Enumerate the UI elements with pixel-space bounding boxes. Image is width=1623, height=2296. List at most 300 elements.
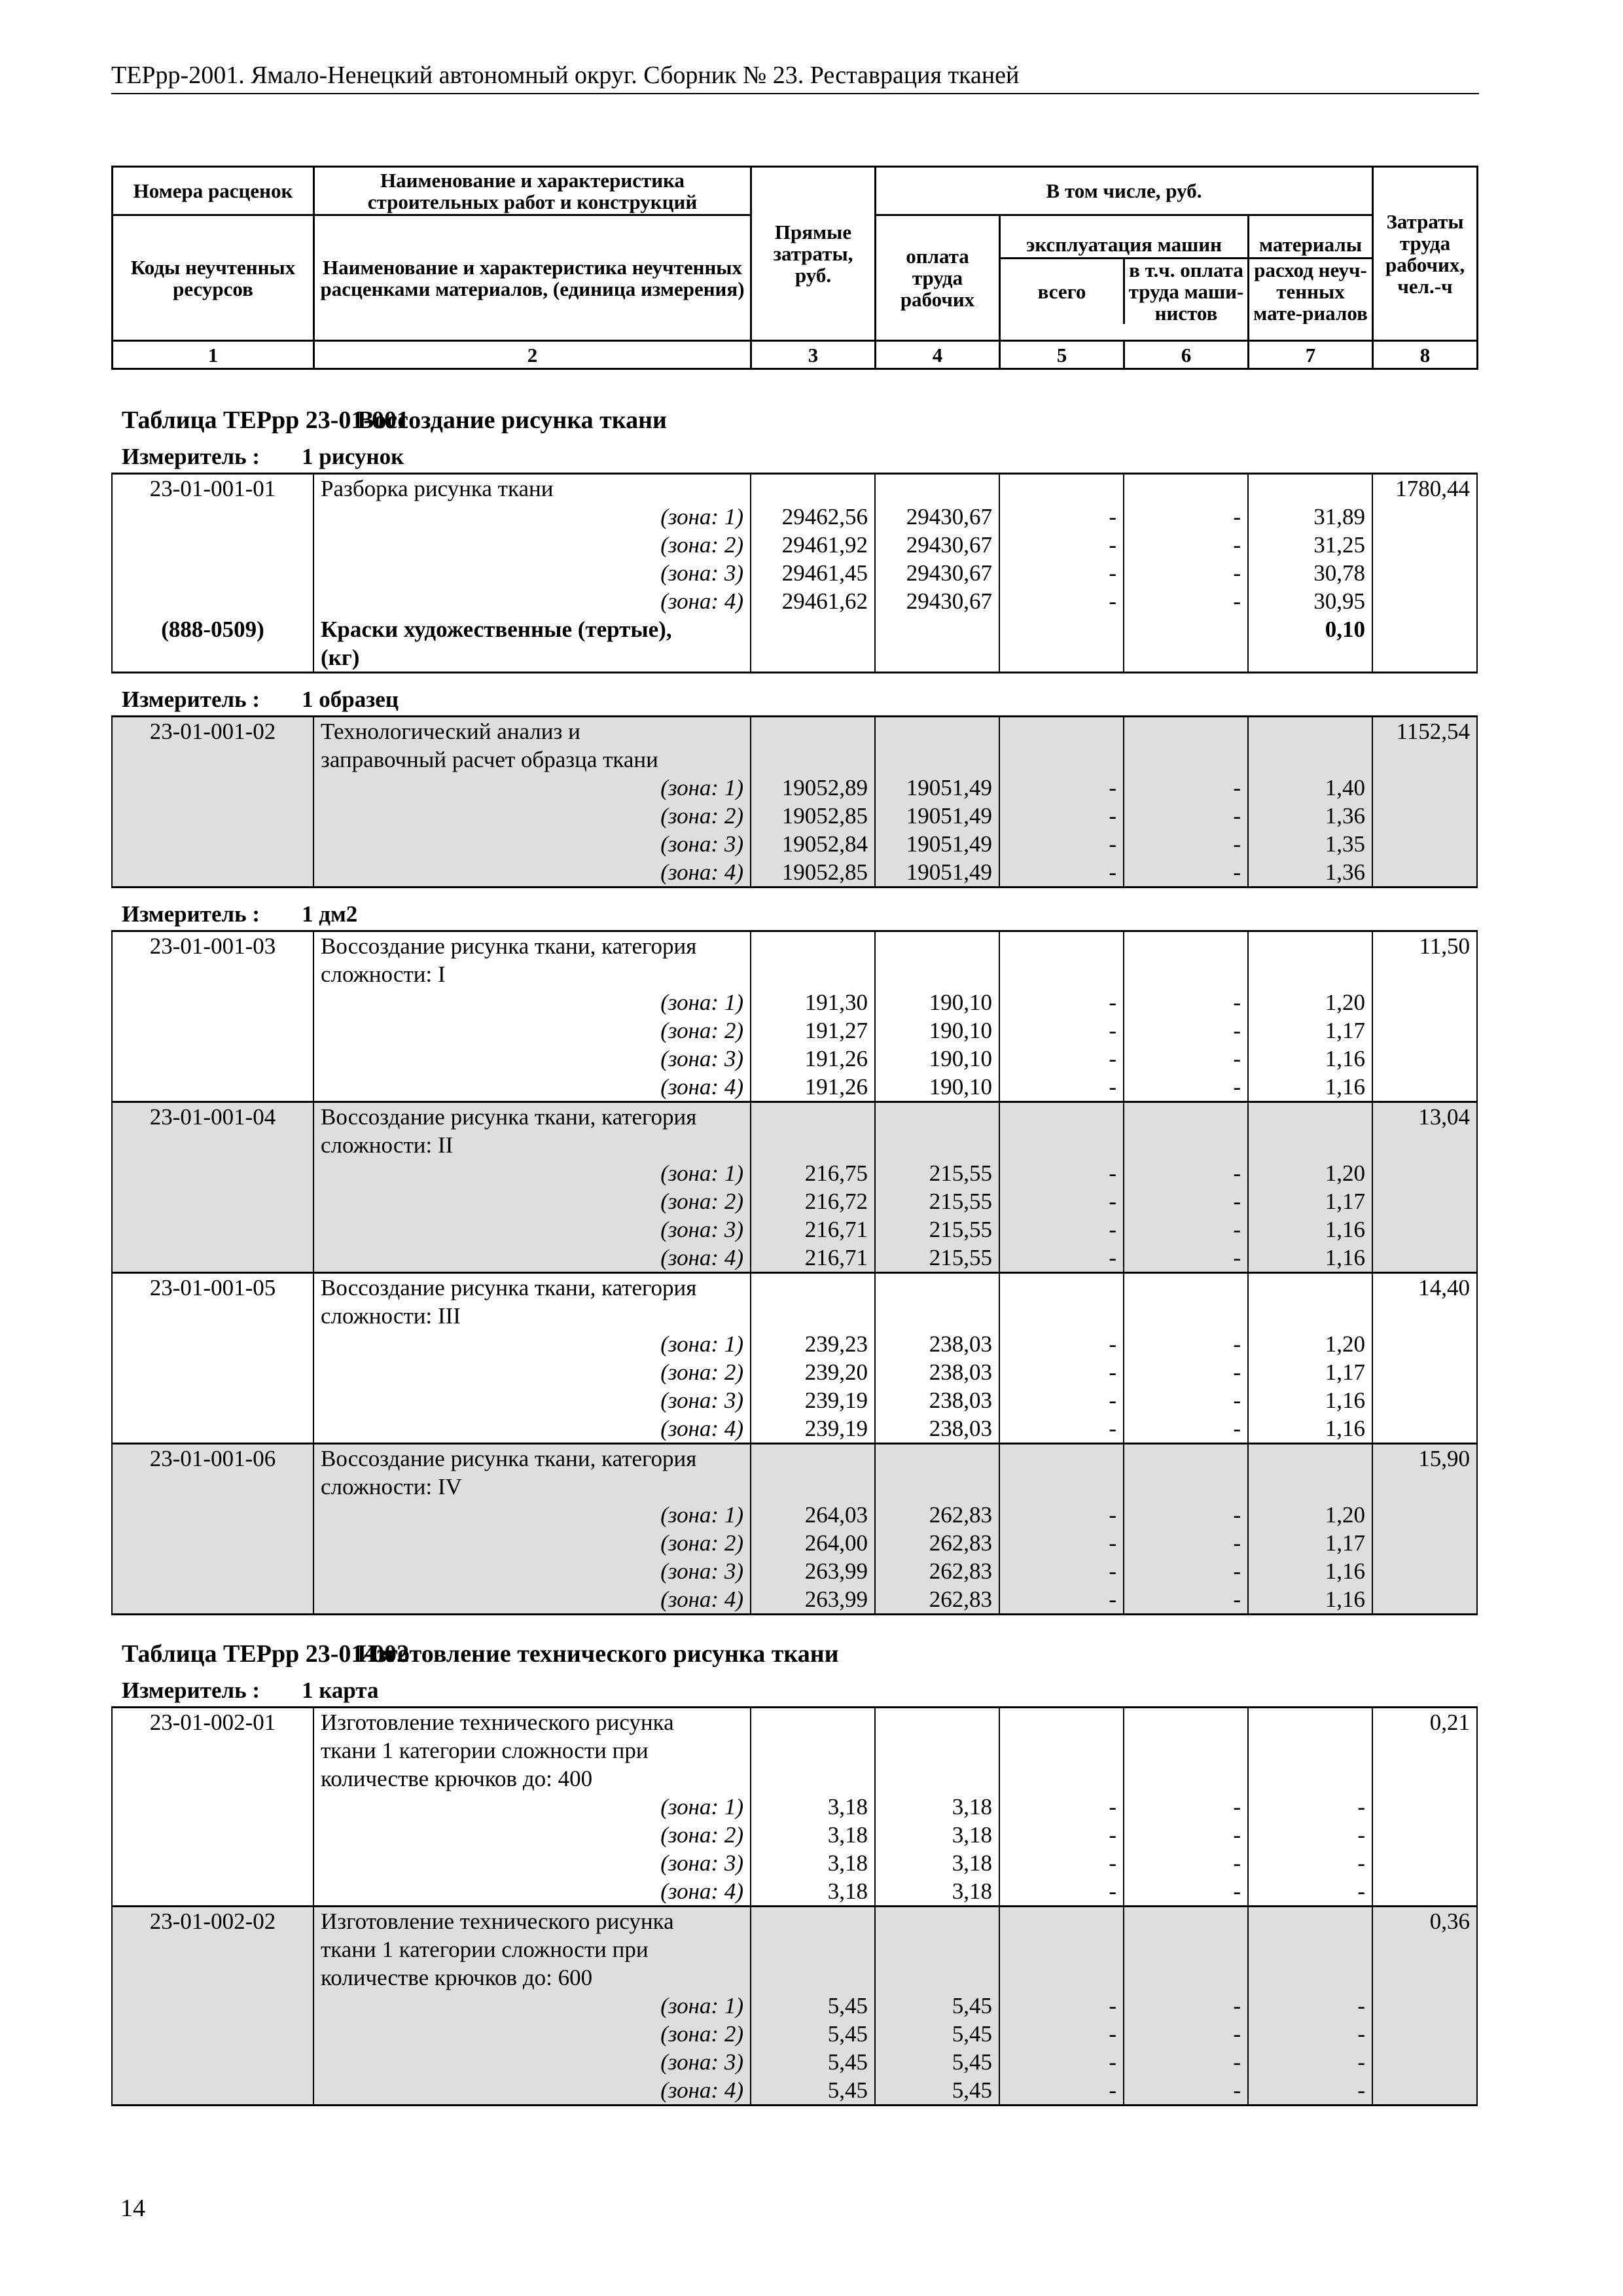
table-row — [112, 745, 1477, 774]
rate-code: 23-01-002-01 — [112, 1708, 313, 1737]
direct-cost: 263,99 — [751, 1585, 875, 1615]
blank-cell — [1372, 1073, 1477, 1102]
table-row — [112, 503, 1477, 531]
meter-line — [122, 687, 399, 713]
blank-cell — [112, 1964, 313, 1992]
blank-cell — [875, 474, 999, 503]
worker-wages: 19051,49 — [875, 774, 999, 802]
labor-hours: 1780,44 — [1372, 474, 1477, 503]
blank-cell — [1372, 1187, 1477, 1215]
table-row — [112, 774, 1477, 802]
col-number: 1 — [113, 341, 314, 369]
materials-cost: 30,78 — [1248, 559, 1372, 587]
work-name-line: Изготовление технического рисунка — [313, 1708, 751, 1737]
blank-cell — [1124, 1964, 1248, 1992]
operator-wages: - — [1124, 802, 1248, 830]
blank-cell — [751, 643, 875, 673]
blank-cell — [1372, 774, 1477, 802]
blank-cell — [1372, 1358, 1477, 1386]
col-number: 8 — [1373, 341, 1478, 369]
operator-wages: - — [1124, 2048, 1248, 2076]
blank-cell — [1248, 931, 1372, 961]
blank-cell — [1372, 1045, 1477, 1073]
machines-total: - — [999, 2048, 1124, 2076]
header-work-name: Наименование и характеристика строительных работ и конструкций — [314, 167, 751, 215]
table-row — [112, 1473, 1477, 1501]
rate-code: 23-01-001-04 — [112, 1102, 313, 1132]
header-machines-total: всего — [1001, 258, 1124, 324]
zone-label: (зона: 1) — [313, 1159, 751, 1187]
materials-cost: 1,16 — [1248, 1215, 1372, 1244]
zone-label: (зона: 4) — [313, 1073, 751, 1102]
direct-cost: 19052,85 — [751, 802, 875, 830]
zone-label: (зона: 4) — [313, 1244, 751, 1273]
blank-cell — [112, 1473, 313, 1501]
blank-cell — [1124, 1736, 1248, 1765]
blank-cell — [1372, 1935, 1477, 1964]
blank-cell — [751, 931, 875, 961]
materials-cost: - — [1248, 2048, 1372, 2076]
direct-cost: 216,72 — [751, 1187, 875, 1215]
rate-block — [111, 1706, 1478, 2106]
header-machines-group — [1001, 232, 1247, 324]
table-row — [112, 615, 1477, 643]
operator-wages: - — [1124, 774, 1248, 802]
blank-cell — [999, 1765, 1124, 1793]
work-name-line: Технологический анализ и — [313, 717, 751, 746]
operator-wages: - — [1124, 1877, 1248, 1907]
blank-cell — [1124, 931, 1248, 961]
zone-label: (зона: 2) — [313, 2020, 751, 2048]
blank-cell — [751, 745, 875, 774]
blank-cell — [1124, 745, 1248, 774]
table-row — [112, 1159, 1477, 1187]
blank-cell — [112, 1849, 313, 1877]
labor-hours: 11,50 — [1372, 931, 1477, 961]
table-row — [112, 1877, 1477, 1907]
materials-cost: 1,16 — [1248, 1244, 1372, 1273]
section-code: Таблица ТЕРрр 23-01-001 — [122, 406, 410, 434]
operator-wages: - — [1124, 1244, 1248, 1273]
worker-wages: 262,83 — [875, 1557, 999, 1585]
blank-cell — [112, 2020, 313, 2048]
table-row — [112, 2076, 1477, 2106]
direct-cost: 239,19 — [751, 1414, 875, 1444]
labor-hours: 13,04 — [1372, 1102, 1477, 1132]
zone-label: (зона: 2) — [313, 1529, 751, 1557]
materials-cost: 1,16 — [1248, 1414, 1372, 1444]
blank-cell — [751, 1444, 875, 1473]
blank-cell — [1248, 1935, 1372, 1964]
table-row — [112, 1016, 1477, 1045]
operator-wages: - — [1124, 2020, 1248, 2048]
meter-value: 1 образец — [302, 687, 399, 712]
labor-hours: 0,21 — [1372, 1708, 1477, 1737]
blank-cell — [751, 1302, 875, 1330]
blank-cell — [112, 745, 313, 774]
work-name-line: сложности: I — [313, 960, 751, 988]
blank-cell — [112, 2076, 313, 2106]
header-operator-wages: в т.ч. оплата труда маши-нистов — [1128, 258, 1244, 324]
blank-cell — [1124, 643, 1248, 673]
materials-cost: 31,89 — [1248, 503, 1372, 531]
col-number: 5 — [1000, 341, 1124, 369]
direct-cost: 19052,89 — [751, 774, 875, 802]
blank-cell — [1248, 960, 1372, 988]
materials-cost: 1,16 — [1248, 1585, 1372, 1615]
blank-cell — [112, 1386, 313, 1414]
operator-wages: - — [1124, 1016, 1248, 1045]
meter-value: 1 карта — [302, 1677, 379, 1703]
blank-cell — [1372, 2076, 1477, 2106]
blank-cell — [1372, 1849, 1477, 1877]
blank-cell — [875, 1473, 999, 1501]
section-name: Воссоздание рисунка ткани — [357, 406, 667, 434]
operator-wages: - — [1124, 1585, 1248, 1615]
table-row — [112, 1907, 1477, 1936]
blank-cell — [1124, 717, 1248, 746]
operator-wages: - — [1124, 587, 1248, 615]
operator-wages: - — [1124, 1557, 1248, 1585]
blank-cell — [112, 1016, 313, 1045]
table-row — [112, 1992, 1477, 2020]
blank-cell — [112, 1821, 313, 1849]
blank-cell — [1372, 2048, 1477, 2076]
machines-total: - — [999, 802, 1124, 830]
blank-cell — [112, 830, 313, 858]
work-name-line: Воссоздание рисунка ткани, категория — [313, 1273, 751, 1302]
blank-cell — [112, 531, 313, 559]
operator-wages: - — [1124, 1187, 1248, 1215]
blank-cell — [751, 1765, 875, 1793]
blank-cell — [999, 1102, 1124, 1132]
blank-cell — [999, 1708, 1124, 1737]
work-name-line: количестве крючков до: 600 — [313, 1964, 751, 1992]
zone-label: (зона: 4) — [313, 1585, 751, 1615]
blank-cell — [112, 2048, 313, 2076]
blank-cell — [1372, 1386, 1477, 1414]
worker-wages: 215,55 — [875, 1187, 999, 1215]
machines-total: - — [999, 2076, 1124, 2106]
table-row — [112, 960, 1477, 988]
blank-cell — [1372, 802, 1477, 830]
table-row — [112, 1187, 1477, 1215]
materials-cost: - — [1248, 1793, 1372, 1821]
machines-total: - — [999, 1529, 1124, 1557]
meter-label: Измеритель : — [122, 1677, 260, 1703]
blank-cell — [999, 931, 1124, 961]
zone-label: (зона: 3) — [313, 1849, 751, 1877]
blank-cell — [1248, 1302, 1372, 1330]
blank-cell — [751, 717, 875, 746]
blank-cell — [1248, 1473, 1372, 1501]
direct-cost: 29461,92 — [751, 531, 875, 559]
worker-wages: 5,45 — [875, 1992, 999, 2020]
blank-cell — [1248, 643, 1372, 673]
blank-cell — [751, 1935, 875, 1964]
rate-code: 23-01-001-06 — [112, 1444, 313, 1473]
blank-cell — [1372, 1501, 1477, 1529]
blank-cell — [1124, 1935, 1248, 1964]
machines-total: - — [999, 1159, 1124, 1187]
table-row — [112, 1045, 1477, 1073]
operator-wages: - — [1124, 1358, 1248, 1386]
blank-cell — [1124, 615, 1248, 643]
labor-hours: 0,36 — [1372, 1907, 1477, 1936]
direct-cost: 3,18 — [751, 1877, 875, 1907]
meter-line — [122, 1677, 379, 1704]
blank-cell — [875, 1131, 999, 1159]
blank-cell — [112, 1765, 313, 1793]
machines-total: - — [999, 1045, 1124, 1073]
blank-cell — [999, 1935, 1124, 1964]
worker-wages: 19051,49 — [875, 858, 999, 888]
operator-wages: - — [1124, 1414, 1248, 1444]
resource-name-line: Краски художественные (тертые), — [313, 615, 751, 643]
table-row — [112, 1215, 1477, 1244]
table-row — [112, 1444, 1477, 1473]
machines-total: - — [999, 1992, 1124, 2020]
header-material-name: Наименование и характеристика неучтенных расценками материалов, (единица измерения) — [314, 215, 751, 341]
blank-cell — [112, 1529, 313, 1557]
worker-wages: 5,45 — [875, 2048, 999, 2076]
direct-cost: 191,27 — [751, 1016, 875, 1045]
operator-wages: - — [1124, 1215, 1248, 1244]
table-row — [112, 1821, 1477, 1849]
direct-cost: 3,18 — [751, 1849, 875, 1877]
resource-code: (888-0509) — [112, 615, 313, 643]
worker-wages: 215,55 — [875, 1244, 999, 1273]
blank-cell — [1372, 1215, 1477, 1244]
blank-cell — [751, 1736, 875, 1765]
materials-cost: 1,36 — [1248, 802, 1372, 830]
worker-wages: 190,10 — [875, 1073, 999, 1102]
table-row — [112, 1708, 1477, 1737]
blank-cell — [1124, 1765, 1248, 1793]
zone-label: (зона: 1) — [313, 1793, 751, 1821]
zone-label: (зона: 4) — [313, 1877, 751, 1907]
worker-wages: 262,83 — [875, 1501, 999, 1529]
worker-wages: 215,55 — [875, 1215, 999, 1244]
labor-hours: 1152,54 — [1372, 717, 1477, 746]
blank-cell — [112, 858, 313, 888]
blank-cell — [1248, 745, 1372, 774]
blank-cell — [999, 643, 1124, 673]
materials-cost: 1,36 — [1248, 858, 1372, 888]
materials-cost: 1,20 — [1248, 988, 1372, 1016]
header-unaccounted-materials: расход неуч-тенных мате-риалов — [1253, 258, 1368, 324]
operator-wages: - — [1124, 1501, 1248, 1529]
operator-wages: - — [1124, 1849, 1248, 1877]
blank-cell — [1372, 1964, 1477, 1992]
machines-total: - — [999, 1187, 1124, 1215]
operator-wages: - — [1124, 1330, 1248, 1358]
blank-cell — [1248, 1708, 1372, 1737]
section-title — [122, 1640, 839, 1668]
materials-cost: - — [1248, 1992, 1372, 2020]
operator-wages: - — [1124, 1073, 1248, 1102]
direct-cost: 264,00 — [751, 1529, 875, 1557]
table-row — [112, 1102, 1477, 1132]
materials-cost: 1,16 — [1248, 1045, 1372, 1073]
blank-cell — [112, 1159, 313, 1187]
worker-wages: 190,10 — [875, 1045, 999, 1073]
rate-code: 23-01-001-01 — [112, 474, 313, 503]
worker-wages: 5,45 — [875, 2076, 999, 2106]
worker-wages: 29430,67 — [875, 503, 999, 531]
blank-cell — [1248, 717, 1372, 746]
blank-cell — [1372, 1793, 1477, 1821]
work-name-line: сложности: IV — [313, 1473, 751, 1501]
blank-cell — [875, 745, 999, 774]
column-header-table — [111, 166, 1478, 370]
section-code: Таблица ТЕРрр 23-01-002 — [122, 1640, 410, 1668]
worker-wages: 215,55 — [875, 1159, 999, 1187]
blank-cell — [112, 1045, 313, 1073]
zone-label: (зона: 3) — [313, 1045, 751, 1073]
blank-cell — [112, 1992, 313, 2020]
operator-wages: - — [1124, 1992, 1248, 2020]
meter-value: 1 дм2 — [302, 901, 358, 927]
direct-cost: 216,71 — [751, 1244, 875, 1273]
materials-cost: 1,17 — [1248, 1187, 1372, 1215]
zone-label: (зона: 1) — [313, 1992, 751, 2020]
blank-cell — [1124, 1708, 1248, 1737]
blank-cell — [1124, 1907, 1248, 1936]
col-number: 4 — [876, 341, 1000, 369]
blank-cell — [112, 1736, 313, 1765]
table-row — [112, 1964, 1477, 1992]
blank-cell — [1372, 745, 1477, 774]
machines-total: - — [999, 559, 1124, 587]
zone-label: (зона: 2) — [313, 1358, 751, 1386]
worker-wages: 190,10 — [875, 1016, 999, 1045]
table-row — [112, 474, 1477, 503]
worker-wages: 19051,49 — [875, 802, 999, 830]
machines-total: - — [999, 1358, 1124, 1386]
materials-cost: 1,17 — [1248, 1016, 1372, 1045]
blank-cell — [1248, 1444, 1372, 1473]
blank-cell — [1248, 1273, 1372, 1302]
blank-cell — [1372, 1330, 1477, 1358]
blank-cell — [1372, 559, 1477, 587]
blank-cell — [1124, 1473, 1248, 1501]
direct-cost: 239,20 — [751, 1358, 875, 1386]
table-row — [112, 1765, 1477, 1793]
machines-total: - — [999, 858, 1124, 888]
blank-cell — [112, 1131, 313, 1159]
materials-cost: 1,16 — [1248, 1073, 1372, 1102]
blank-cell — [999, 1444, 1124, 1473]
blank-cell — [999, 1273, 1124, 1302]
table-row — [112, 1736, 1477, 1765]
operator-wages: - — [1124, 559, 1248, 587]
materials-cost: 1,20 — [1248, 1501, 1372, 1529]
rate-code: 23-01-001-05 — [112, 1273, 313, 1302]
blank-cell — [112, 1793, 313, 1821]
direct-cost: 3,18 — [751, 1793, 875, 1821]
direct-cost: 5,45 — [751, 2076, 875, 2106]
direct-cost: 29461,45 — [751, 559, 875, 587]
header-rate-numbers: Номера расценок — [113, 167, 314, 215]
materials-cost: - — [1248, 2076, 1372, 2106]
blank-cell — [751, 1131, 875, 1159]
direct-cost: 239,19 — [751, 1386, 875, 1414]
meter-label: Измеритель : — [122, 901, 260, 927]
blank-cell — [1372, 1131, 1477, 1159]
blank-cell — [875, 643, 999, 673]
zone-label: (зона: 4) — [313, 1414, 751, 1444]
resource-amount: 0,10 — [1248, 615, 1372, 643]
machines-total: - — [999, 1585, 1124, 1615]
machines-total: - — [999, 1330, 1124, 1358]
machines-total: - — [999, 1414, 1124, 1444]
zone-label: (зона: 3) — [313, 1215, 751, 1244]
blank-cell — [112, 559, 313, 587]
worker-wages: 29430,67 — [875, 531, 999, 559]
zone-label: (зона: 4) — [313, 858, 751, 888]
machines-total: - — [999, 1821, 1124, 1849]
col-number: 6 — [1124, 341, 1249, 369]
header-labor-hours: Затраты труда рабочих, чел.-ч — [1373, 167, 1478, 341]
operator-wages: - — [1124, 830, 1248, 858]
materials-cost: - — [1248, 1849, 1372, 1877]
blank-cell — [1248, 1964, 1372, 1992]
blank-cell — [112, 1215, 313, 1244]
blank-cell — [999, 717, 1124, 746]
direct-cost: 191,26 — [751, 1045, 875, 1073]
meter-line — [122, 444, 404, 470]
direct-cost: 5,45 — [751, 2048, 875, 2076]
zone-label: (зона: 3) — [313, 2048, 751, 2076]
blank-cell — [875, 1302, 999, 1330]
blank-cell — [751, 1102, 875, 1132]
operator-wages: - — [1124, 858, 1248, 888]
blank-cell — [1248, 1736, 1372, 1765]
blank-cell — [1248, 1131, 1372, 1159]
blank-cell — [112, 1358, 313, 1386]
table-row — [112, 1386, 1477, 1414]
header-including-group: В том числе, руб. — [876, 167, 1373, 215]
blank-cell — [112, 802, 313, 830]
table-row — [112, 1073, 1477, 1102]
materials-cost: 1,20 — [1248, 1159, 1372, 1187]
work-name-line: количестве крючков до: 400 — [313, 1765, 751, 1793]
direct-cost: 29462,56 — [751, 503, 875, 531]
blank-cell — [751, 1708, 875, 1737]
table-row — [112, 2048, 1477, 2076]
work-name-line: заправочный расчет образца ткани — [313, 745, 751, 774]
blank-cell — [1372, 1736, 1477, 1765]
header-direct-costs: Прямые затраты, руб. — [751, 167, 876, 341]
blank-cell — [1372, 587, 1477, 615]
operator-wages: - — [1124, 1159, 1248, 1187]
table-row — [112, 643, 1477, 673]
blank-cell — [1248, 1907, 1372, 1936]
work-name-line: Воссоздание рисунка ткани, категория — [313, 1444, 751, 1473]
blank-cell — [1372, 1159, 1477, 1187]
worker-wages: 238,03 — [875, 1386, 999, 1414]
materials-cost: 1,16 — [1248, 1386, 1372, 1414]
worker-wages: 262,83 — [875, 1585, 999, 1615]
blank-cell — [112, 1187, 313, 1215]
machines-total: - — [999, 1215, 1124, 1244]
table-row — [112, 1793, 1477, 1821]
table-row — [112, 858, 1477, 888]
blank-cell — [1372, 830, 1477, 858]
operator-wages: - — [1124, 1793, 1248, 1821]
blank-cell — [1372, 1529, 1477, 1557]
